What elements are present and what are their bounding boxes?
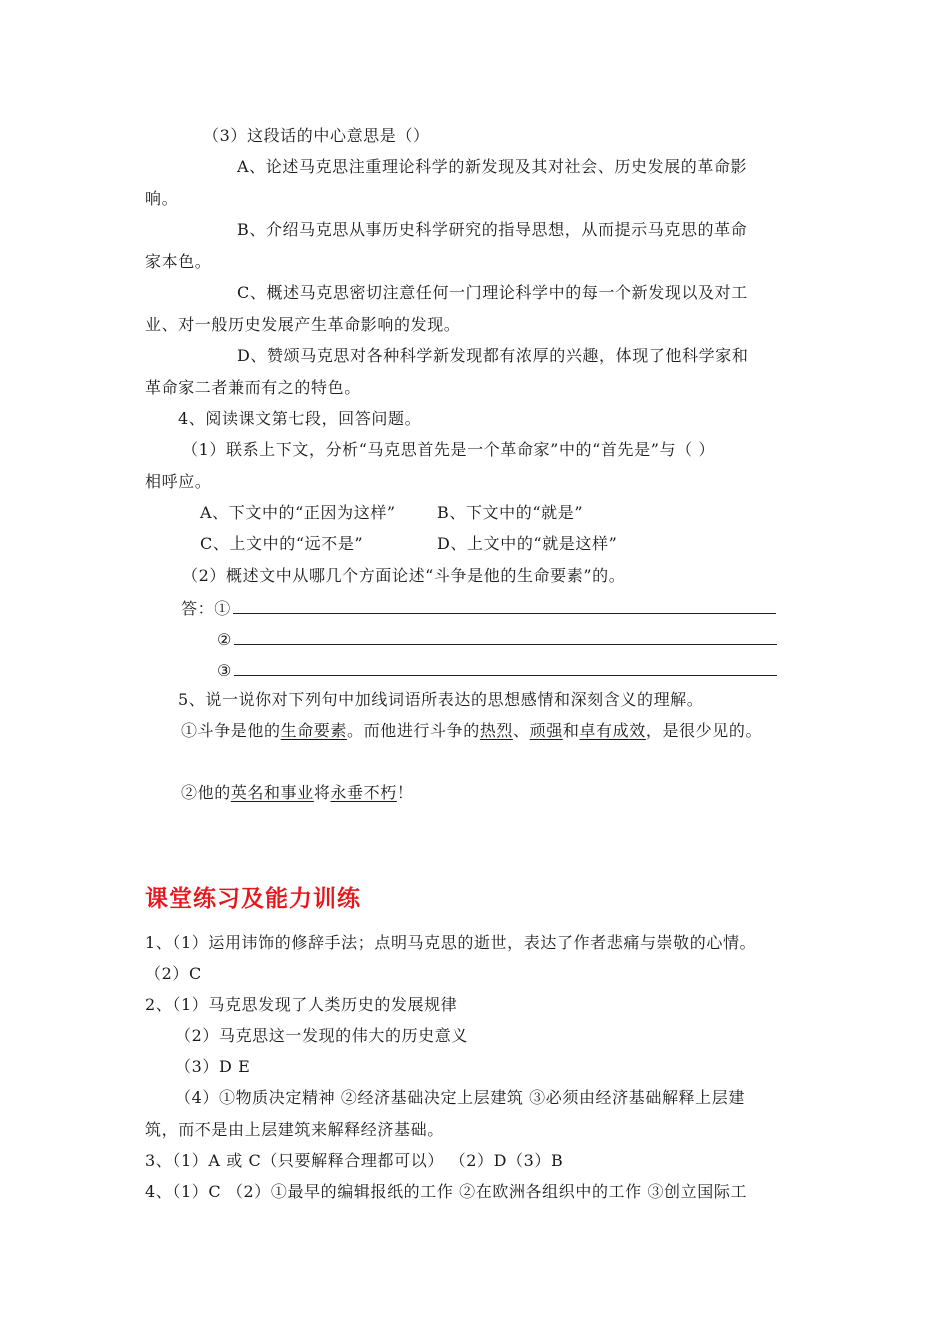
underlined-term: 卓有成效 xyxy=(579,721,646,740)
answer-3: 3、（1）A 或 C（只要解释合理都可以） （2）D（3）B xyxy=(145,1151,564,1170)
question-4: 4、阅读课文第七段，回答问题。 xyxy=(178,409,422,428)
option-b-line1: B、介绍马克思从事历史科学研究的指导思想，从而提示马克思的革命 xyxy=(237,220,748,239)
option-d-line1: D、赞颂马克思对各种科学新发现都有浓厚的兴趣，体现了他科学家和 xyxy=(237,346,749,365)
question-3-3: （3）这段话的中心意思是（） xyxy=(203,126,430,145)
marker-2: ② xyxy=(217,630,232,649)
answer-1-line1: 1、（1）运用讳饰的修辞手法；点明马克思的逝世，表达了作者悲痛与崇敬的心情。 xyxy=(145,933,757,952)
q4-option-b: B、下文中的“就是” xyxy=(437,503,584,522)
blank-line-3 xyxy=(234,659,777,676)
question-4-1-line1: （1）联系上下文，分析“马克思首先是一个革命家”中的“首先是”与（ ） xyxy=(182,440,715,459)
question-5-sentence-1: ①斗争是他的生命要素。而他进行斗争的热烈、顽强和卓有成效，是很少见的。 xyxy=(181,721,763,740)
answer-blank-1 xyxy=(181,597,776,619)
underlined-term: 顽强 xyxy=(529,721,563,740)
blank-line-1 xyxy=(233,597,776,614)
option-d-line2: 革命家二者兼而有之的特色。 xyxy=(145,378,361,397)
q4-option-c: C、上文中的“远不是” xyxy=(200,534,364,553)
underlined-term: 永垂不朽 xyxy=(330,783,397,802)
section-heading: 课堂练习及能力训练 xyxy=(145,886,361,912)
marker-3: ③ xyxy=(217,661,232,680)
answer-blank-3 xyxy=(217,659,777,681)
question-5: 5、说一说你对下列句中加线词语所表达的思想感情和深刻含义的理解。 xyxy=(178,690,704,709)
marker-1: ① xyxy=(214,599,231,618)
answer-2-line5: 筑，而不是由上层建筑来解释经济基础。 xyxy=(145,1120,444,1139)
answer-2-line1: 2、（1）马克思发现了人类历史的发展规律 xyxy=(145,995,458,1014)
answer-blank-2 xyxy=(217,628,777,650)
question-4-1-line2: 相呼应。 xyxy=(145,472,212,491)
underlined-term: 生命要素 xyxy=(280,721,348,740)
option-a-line1: A、论述马克思注重理论科学的新发现及其对社会、历史发展的革命影 xyxy=(237,157,748,176)
answer-2-line2: （2）马克思这一发现的伟大的历史意义 xyxy=(175,1026,468,1045)
option-b-line2: 家本色。 xyxy=(145,252,212,271)
q4-option-d: D、上文中的“就是这样” xyxy=(437,534,618,553)
answer-1-line2: （2）C xyxy=(145,964,202,983)
answer-4: 4、（1）C （2）①最早的编辑报纸的工作 ②在欧洲各组织中的工作 ③创立国际工 xyxy=(145,1182,748,1201)
q4-option-a: A、下文中的“正因为这样” xyxy=(200,503,396,522)
answer-label: 答： xyxy=(181,599,215,618)
underlined-term: 英名和事业 xyxy=(230,783,314,802)
option-c-line2: 业、对一般历史发展产生革命影响的发现。 xyxy=(145,315,461,334)
question-4-2: （2）概述文中从哪几个方面论述“斗争是他的生命要素”的。 xyxy=(182,566,626,585)
option-c-line1: C、概述马克思密切注意任何一门理论科学中的每一个新发现以及对工 xyxy=(237,283,748,302)
option-a-line2: 响。 xyxy=(145,189,179,208)
answer-2-line4: （4）①物质决定精神 ②经济基础决定上层建筑 ③必须由经济基础解释上层建 xyxy=(175,1088,745,1107)
answer-2-line3: （3）D E xyxy=(175,1057,251,1076)
question-5-sentence-2: ②他的英名和事业将永垂不朽！ xyxy=(181,783,414,802)
blank-line-2 xyxy=(234,628,777,645)
underlined-term: 热烈 xyxy=(479,721,514,740)
